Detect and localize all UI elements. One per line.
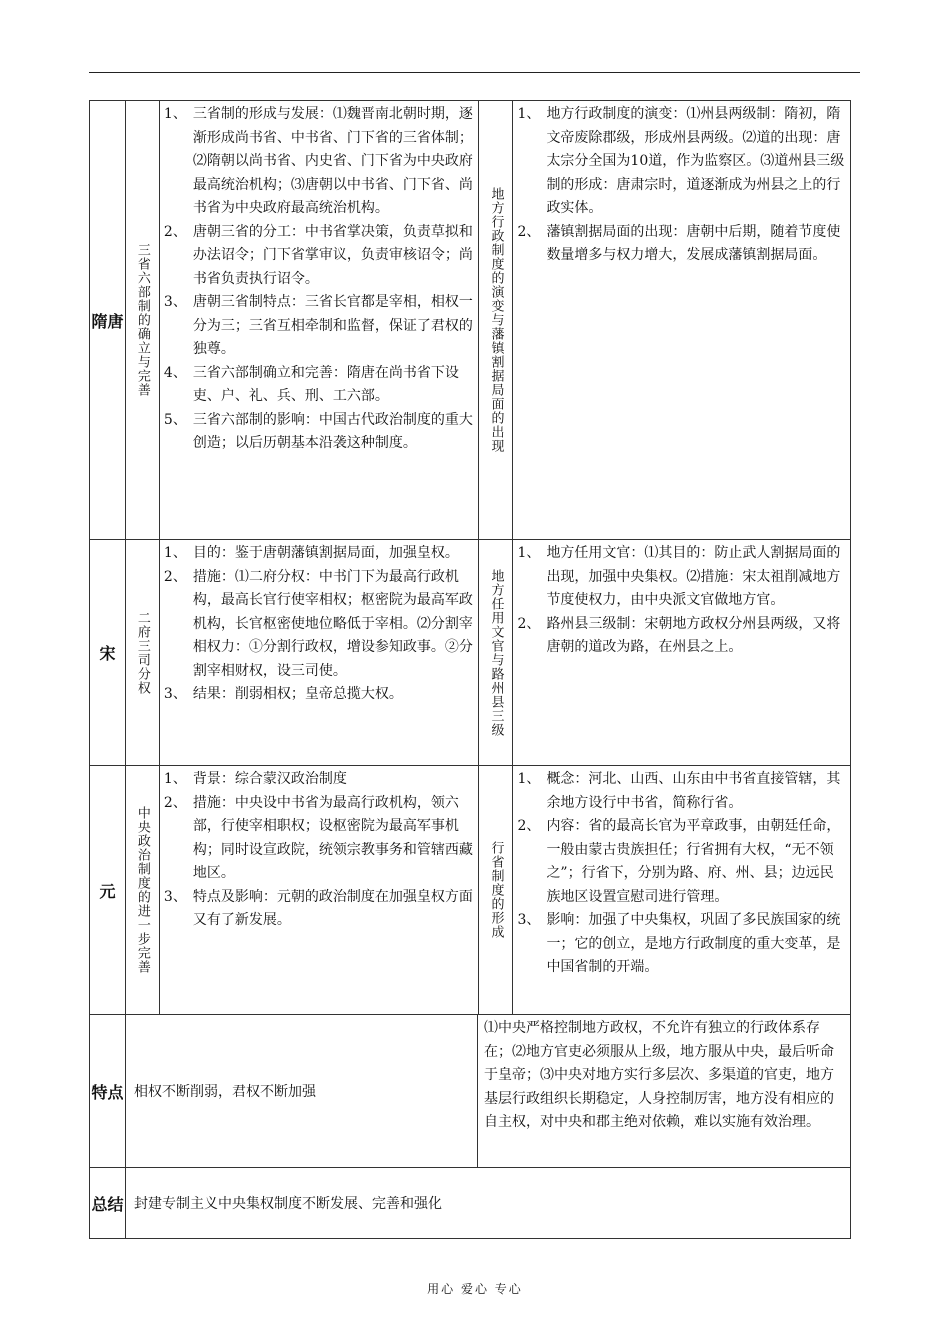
- list-item: 1、 三省制的形成与发展：⑴魏晋南北朝时期，逐渐形成尚书省、中书省、门下省的三省体制；⑵隋朝以尚书省、内史省、门下省为中央政府最高统治机构；⑶唐朝以中书省、门下省、尚书省为中央政府最高统治机构。: [163, 106, 473, 216]
- point-list: [164, 103, 475, 456]
- list-item: 4、 三省六部制确立和完善：隋唐在尚书省下设吏、户、礼、兵、刑、工六部。: [163, 364, 459, 404]
- row-yuan: [90, 766, 850, 1015]
- column-title: 二府三司分权: [126, 540, 160, 765]
- row-features: [90, 1015, 850, 1168]
- row-sui-tang: [90, 101, 850, 540]
- column-title: 地方任用文官与路州县三级: [479, 540, 513, 765]
- list-item: 1、 地方行政制度的演变：⑴州县两级制：隋初，隋文帝废除郡级，形成州县两级。⑵道的出现：唐太宗分全国为10道，作为监察区。⑶道州县三级制的形成：唐肃宗时，道逐渐成为州县之上的行政实体。: [517, 106, 845, 216]
- point-list: [164, 542, 475, 707]
- content-cell: [513, 766, 850, 1014]
- column-title: 行省制度的形成: [479, 766, 513, 1014]
- point-list: [517, 542, 846, 660]
- column-title: 地方行政制度的演变与藩镇割据局面的出现: [479, 101, 513, 539]
- header-rule: [89, 72, 860, 73]
- era-label: 元: [90, 766, 126, 1014]
- history-table: [89, 100, 851, 1239]
- list-item: 2、 内容：省的最高长官为平章政事，由朝廷任命，一般由蒙古贵族担任；行省拥有大权，“无不领之”；行省下，分别为路、府、州、县；边远民族地区设置宣慰司进行管理。: [517, 818, 841, 905]
- list-item: 2、 藩镇割据局面的出现：唐朝中后期，随着节度使数量增多与权力增大，发展成藩镇割据局面。: [517, 223, 841, 263]
- features-right: ⑴中央严格控制地方政权，不允许有独立的行政体系存在；⑵地方官吏必须服从上级，地方服从中央，最后听命于皇帝；⑶中央对地方实行多层次、多渠道的官吏，地方基层行政组织长期稳定，人身控制厉害，地方没有相应的自主权，对中央和郡主绝对依赖，难以实施有效治理。: [484, 1020, 834, 1130]
- list-item: 2、 措施：中央设中书省为最高行政机构，领六部，行使宰相职权；设枢密院为最高军事机构；同时设宣政院，统领宗教事务和管辖西藏地区。: [163, 794, 473, 881]
- era-label: 隋唐: [90, 101, 126, 539]
- list-item: 1、 背景：综合蒙汉政治制度: [163, 771, 347, 787]
- features-label: 特点: [90, 1015, 126, 1167]
- list-item: 3、 影响：加强了中央集权，巩固了多民族国家的统一；它的创立，是地方行政制度的重大变革，是中国省制的开端。: [517, 912, 841, 975]
- list-item: 2、 措施：⑴二府分权：中书门下为最高行政机构，最高长官行使宰相权；枢密院为最高军政机构，长官枢密使地位略低于宰相。⑵分割宰相权力：①分割行政权，增设参知政事。②分割宰相财权，设三司使。: [163, 568, 473, 679]
- list-item: 3、 特点及影响：元朝的政治制度在加强皇权方面又有了新发展。: [163, 888, 473, 928]
- list-item: 1、 目的：鉴于唐朝藩镇割据局面，加强皇权。: [163, 545, 459, 561]
- page-footer: 用心 爱心 专心: [427, 1282, 523, 1296]
- list-item: 1、 概念：河北、山西、山东由中书省直接管辖，其余地方设行中书省，简称行省。: [517, 771, 841, 811]
- content-cell: [513, 101, 850, 539]
- list-item: 2、 唐朝三省的分工：中书省掌决策，负责草拟和办法诏令；门下省掌审议，负责审核诏令；尚书省负责执行诏令。: [163, 223, 473, 287]
- column-title: 三省六部制的确立与完善: [126, 101, 160, 539]
- row-summary: [90, 1168, 850, 1238]
- summary-text: 封建专制主义中央集权制度不断发展、完善和强化: [134, 1196, 442, 1212]
- list-item: 5、 三省六部制的影响：中国古代政治制度的重大创造；以后历朝基本沿袭这种制度。: [163, 411, 473, 451]
- summary-label: 总结: [90, 1168, 126, 1238]
- features-left: 相权不断削弱，君权不断加强: [126, 1015, 478, 1167]
- list-item: 2、 路州县三级制：宋朝地方政权分州县两级，又将唐朝的道改为路，在州县之上。: [517, 615, 841, 655]
- column-title: 中央政治制度的进一步完善: [126, 766, 160, 1014]
- list-item: 1、 地方任用文官：⑴其目的：防止武人割据局面的出现，加强中央集权。⑵措施：宋太祖削减地方节度使权力，由中央派文官做地方官。: [517, 545, 841, 608]
- point-list: [517, 768, 846, 980]
- row-song: [90, 540, 850, 766]
- list-item: 3、 唐朝三省制特点：三省长官都是宰相，相权一分为三；三省互相牵制和监督，保证了君权的独尊。: [163, 294, 473, 357]
- point-list: [517, 103, 846, 268]
- content-cell: [513, 540, 850, 765]
- content-cell: [160, 766, 480, 1014]
- era-label: 宋: [90, 540, 126, 765]
- content-cell: [160, 540, 480, 765]
- list-item: 3、 结果：削弱相权；皇帝总揽大权。: [163, 686, 403, 702]
- content-cell: [160, 101, 480, 539]
- point-list: [164, 768, 475, 933]
